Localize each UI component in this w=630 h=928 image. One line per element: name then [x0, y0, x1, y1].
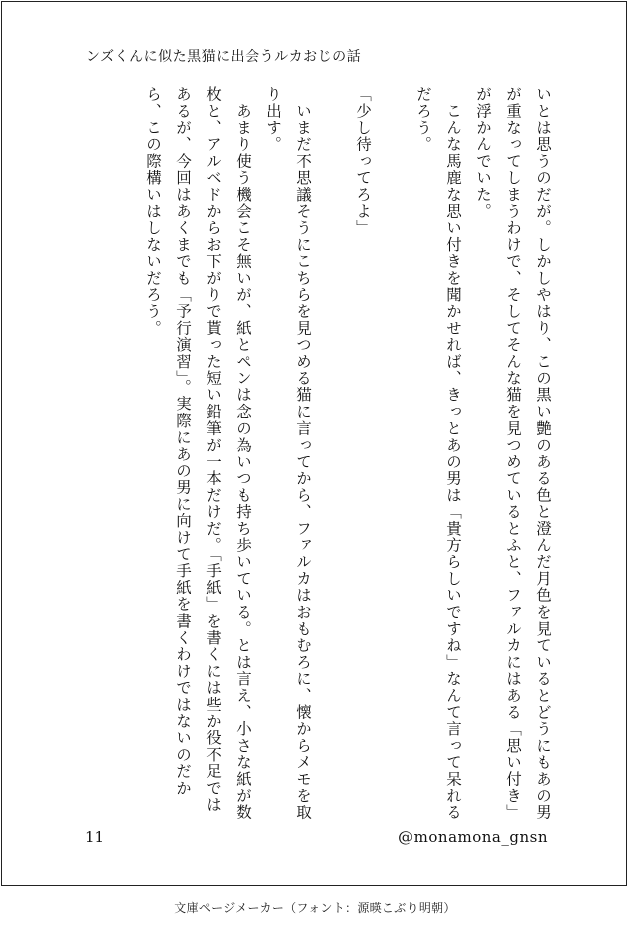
paragraph-1: いとは思うのだが。しかしやはり、この黒い艶のある色と澄んだ月色を見ているとどうにもあの男が重なってしまうわけで、そしてそんな猫を見つめているとふと、ファルカにはある「思い付き」が浮かんでいた。 [474, 86, 552, 821]
page-number: 11 [85, 828, 105, 846]
dialogue-line: 「少し待ってろよ」 [354, 86, 372, 237]
paragraph-2: こんな馬鹿な思い付きを聞かせれば、きっとあの男は「貴方らしいですね」なんて言って呆れるだろう。 [414, 86, 462, 821]
paragraph-4: あまり使う機会こそ無いが、紙とペンは念の為いつも持ち歩いている。とは言え、小さな紙が数枚と、アルベドからお下がりで貰った短い鉛筆が一本だけだ。「手紙」を書くには些か役不足ではあるが、今回はあくまでも「予行演習」。実際にあの男に向けて手紙を書くわけではないのだから、この際構いはしないだろう。 [144, 86, 252, 821]
paragraph-3: いまだ不思議そうにこちらを見つめる猫に言ってから、ファルカはおもむろに、懐からメモを取り出す。 [264, 86, 312, 821]
running-header: ンズくんに似た黒猫に出会うルカおじの話 [86, 49, 362, 65]
page-frame [1, 1, 627, 886]
blank-line [318, 86, 348, 826]
author-handle: @monamona_gnsn [398, 828, 548, 846]
generator-caption: 文庫ページメーカー（フォント：源暎こぶり明朝） [174, 901, 456, 915]
vertical-body-text [80, 86, 558, 826]
blank-line [378, 86, 408, 826]
